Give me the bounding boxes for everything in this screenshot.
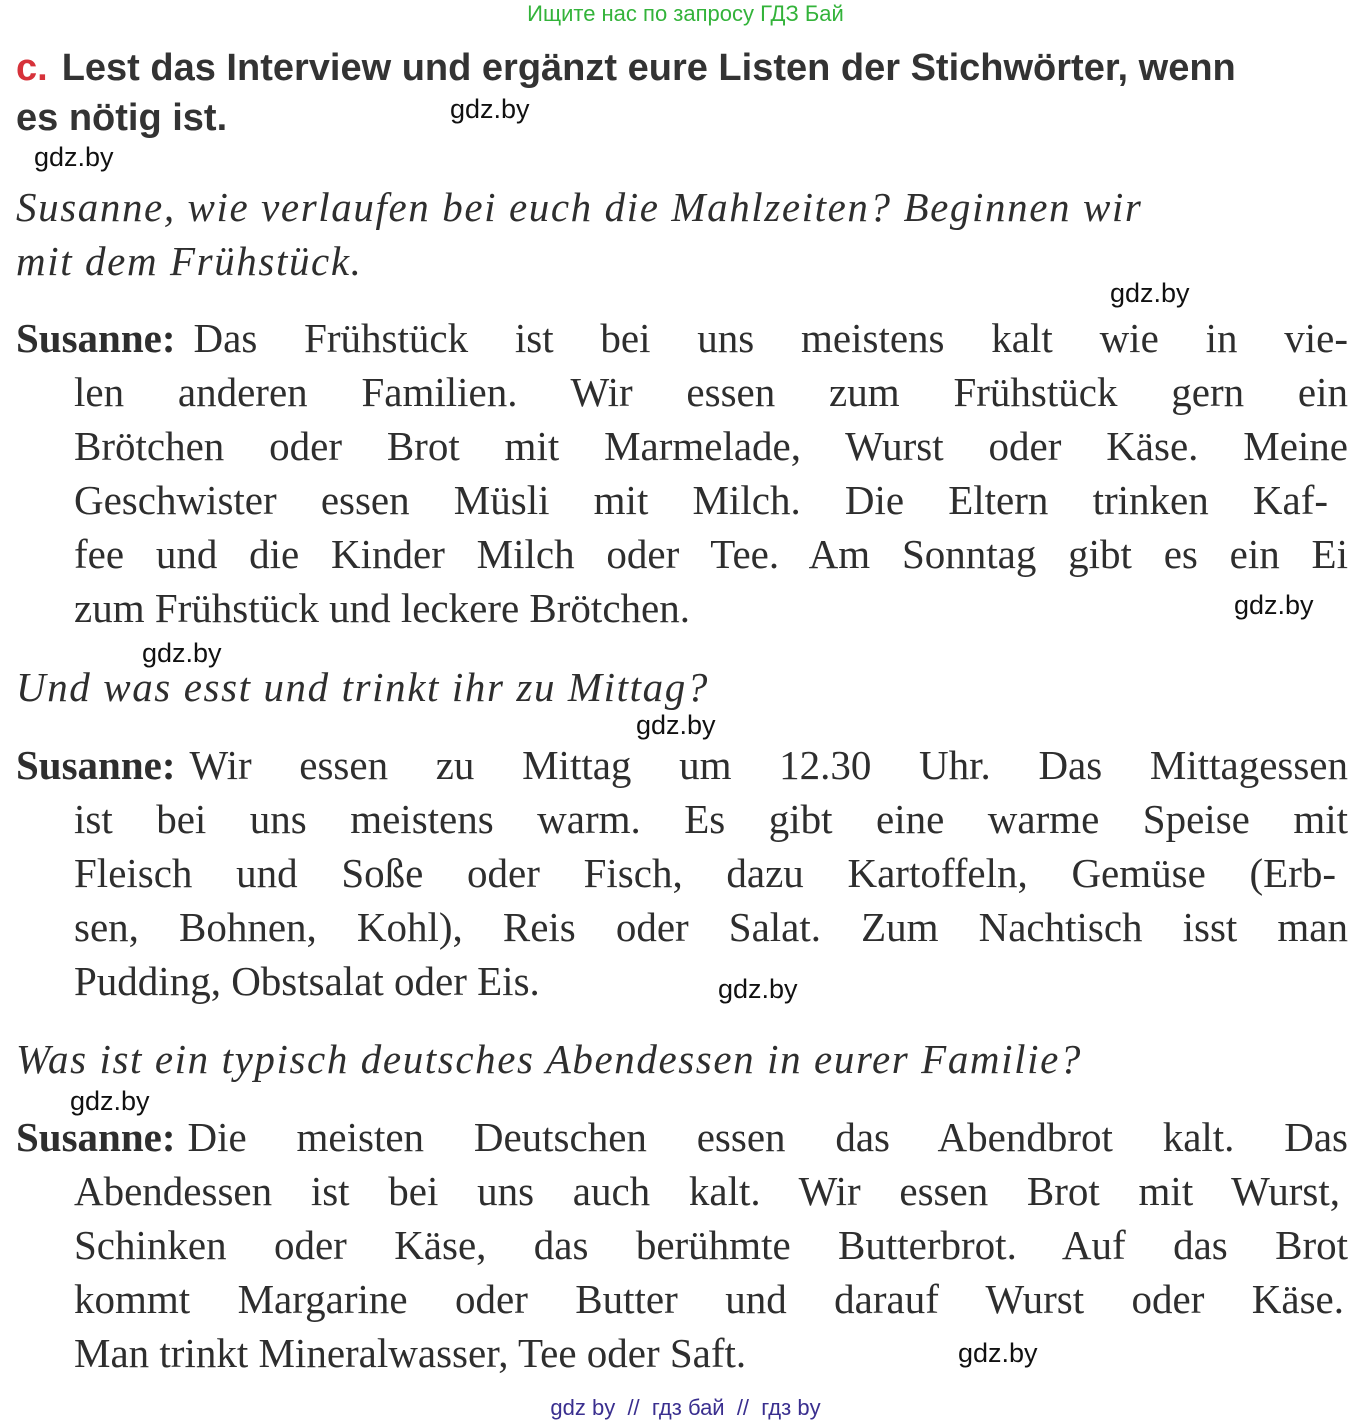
watermark: gdz.by	[70, 1086, 150, 1116]
answer-3-line2: Abendessen ist bei uns auch kalt. Wir essen Brot mit Wurst,	[74, 1168, 1340, 1214]
answer-2-line4: sen, Bohnen, Kohl), Reis oder Salat. Zum Nachtisch isst man	[74, 904, 1348, 950]
answer-1-line4: Geschwister essen Müsli mit Milch. Die Eltern trinken Kaf-	[74, 477, 1328, 523]
watermark: gdz.by	[1234, 590, 1314, 620]
task-letter: c.	[16, 47, 48, 89]
question-1-line2: mit dem Frühstück.	[16, 238, 363, 284]
question-1-line1: Susanne, wie verlaufen bei euch die Mahlzeiten? Beginnen wir	[16, 184, 1143, 230]
answer-1-line5: fee und die Kinder Milch oder Tee. Am Sonntag gibt es ein Ei	[74, 531, 1348, 577]
question-2: Und was esst und trinkt ihr zu Mittag?	[16, 664, 709, 710]
task-text-line2: es nötig ist.	[16, 97, 228, 139]
speaker-label: Susanne:	[16, 1114, 176, 1160]
speaker-label: Susanne:	[16, 742, 176, 788]
task-text-line1: Lest das Interview und ergänzt eure Listen der Stichwörter, wenn	[61, 47, 1236, 89]
answer-2-text: Wir essen zu Mittag um 12.30 Uhr. Das Mittagessen	[189, 742, 1348, 788]
answer-2-line3: Fleisch und Soße oder Fisch, dazu Kartoffeln, Gemüse (Erb-	[74, 850, 1336, 896]
answer-1-line3: Brötchen oder Brot mit Marmelade, Wurst oder Käse. Meine	[74, 423, 1348, 469]
watermark: gdz.by	[636, 710, 716, 740]
answer-3-line5: Man trinkt Mineralwasser, Tee oder Saft.	[74, 1330, 747, 1376]
footer-links: gdz by // гдз бай // гдз by	[550, 1395, 821, 1420]
speaker-label: Susanne:	[16, 315, 176, 361]
answer-3-line1	[16, 1114, 1348, 1160]
answer-3-line3: Schinken oder Käse, das berühmte Butterbrot. Auf das Brot	[74, 1222, 1348, 1268]
watermark: gdz.by	[958, 1338, 1038, 1368]
watermark: gdz.by	[34, 142, 114, 172]
watermark: gdz.by	[450, 94, 530, 124]
answer-1-text: Das Frühstück ist bei uns meistens kalt wie in vie-	[193, 315, 1348, 361]
watermark: gdz.by	[142, 638, 222, 668]
answer-2-line5: Pudding, Obstsalat oder Eis.	[74, 958, 540, 1004]
search-banner: Ищите нас по запросу ГДЗ Бай	[527, 1, 844, 26]
answer-1-line2: len anderen Familien. Wir essen zum Frühstück gern ein	[74, 369, 1348, 415]
question-3: Was ist ein typisch deutsches Abendessen in eurer Familie?	[16, 1036, 1083, 1082]
watermark: gdz.by	[1110, 278, 1190, 308]
answer-2-line2: ist bei uns meistens warm. Es gibt eine warme Speise mit	[74, 796, 1348, 842]
answer-3-text: Die meisten Deutschen essen das Abendbrot kalt. Das	[187, 1114, 1348, 1160]
answer-2-line1	[16, 742, 1348, 788]
watermark: gdz.by	[718, 974, 798, 1004]
task-heading-line1	[16, 46, 1236, 90]
answer-1-line1	[16, 315, 1348, 361]
answer-3-line4: kommt Margarine oder Butter und darauf Wurst oder Käse.	[74, 1276, 1344, 1322]
answer-1-line6: zum Frühstück und leckere Brötchen.	[74, 585, 690, 631]
